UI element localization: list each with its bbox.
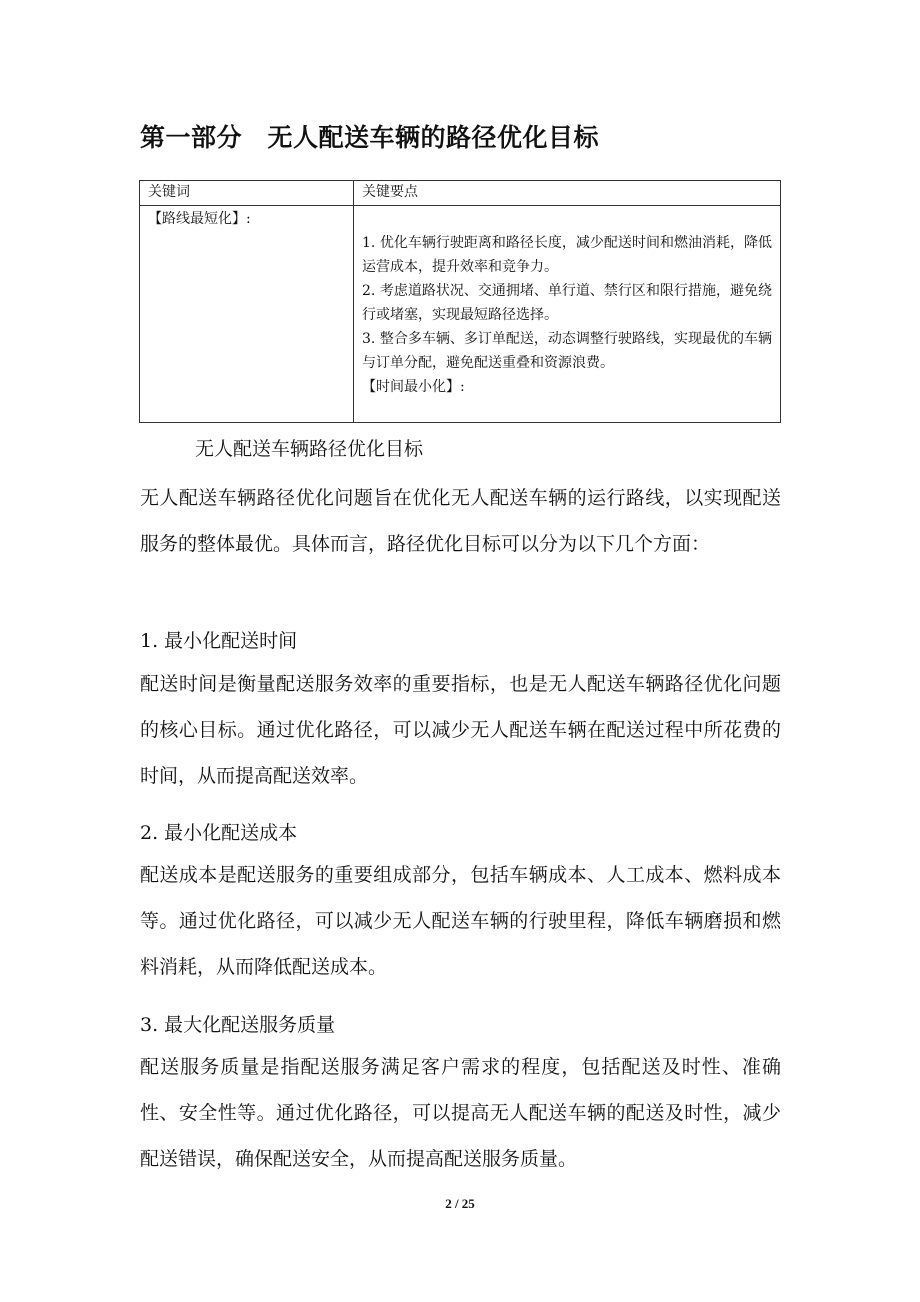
table-header-keyword: 关键词 [140,181,354,206]
section-heading-3: 3. 最大化配送服务质量 [140,1014,336,1036]
table-row [140,206,781,423]
page-title: 第一部分 无人配送车辆的路径优化目标 [140,123,600,152]
keyword-label: 【路线最短化】: [148,211,251,227]
page-number: 2 / 25 [445,1196,475,1211]
section-heading-2: 2. 最小化配送成本 [140,822,298,844]
intro-paragraph: 无人配送车辆路径优化问题旨在优化无人配送车辆的运行路线，以实现配送服务的整体最优。具体而言，路径优化目标可以分为以下几个方面： [140,487,781,555]
key-point-2: 2. 考虑道路状况、交通拥堵、单行道、禁行区和限行措施，避免绕行或堵塞，实现最短路径选择。 [362,283,772,323]
section-body-2: 配送成本是配送服务的重要组成部分，包括车辆成本、人工成本、燃料成本等。通过优化路径，可以减少无人配送车辆的行驶里程，降低车辆磨损和燃料消耗，从而降低配送成本。 [140,864,781,978]
section-body-1: 配送时间是衡量配送服务效率的重要指标，也是无人配送车辆路径优化问题的核心目标。通过优化路径，可以减少无人配送车辆在配送过程中所花费的时间，从而提高配送效率。 [140,673,781,787]
section-body-3: 配送服务质量是指配送服务满足客户需求的程度，包括配送及时性、准确性、安全性等。通过优化路径，可以提高无人配送车辆的配送及时性，减少配送错误，确保配送安全，从而提高配送服务质量。 [140,1056,781,1170]
section-subheading: 无人配送车辆路径优化目标 [195,438,424,460]
next-keyword-label: 【时间最小化】: [362,379,465,395]
section-heading-1: 1. 最小化配送时间 [140,630,298,652]
table-header-points: 关键要点 [354,181,781,206]
table-header-row [140,181,781,206]
table-cell-points [354,206,781,423]
key-point-1: 1. 优化车辆行驶距离和路径长度，减少配送时间和燃油消耗，降低运营成本，提升效率和竞争力。 [362,235,772,275]
key-point-3: 3. 整合多车辆、多订单配送，动态调整行驶路线，实现最优的车辆与订单分配，避免配送重叠和资源浪费。 [362,331,772,371]
table-cell-keyword [140,206,354,423]
key-points-table [139,180,781,423]
